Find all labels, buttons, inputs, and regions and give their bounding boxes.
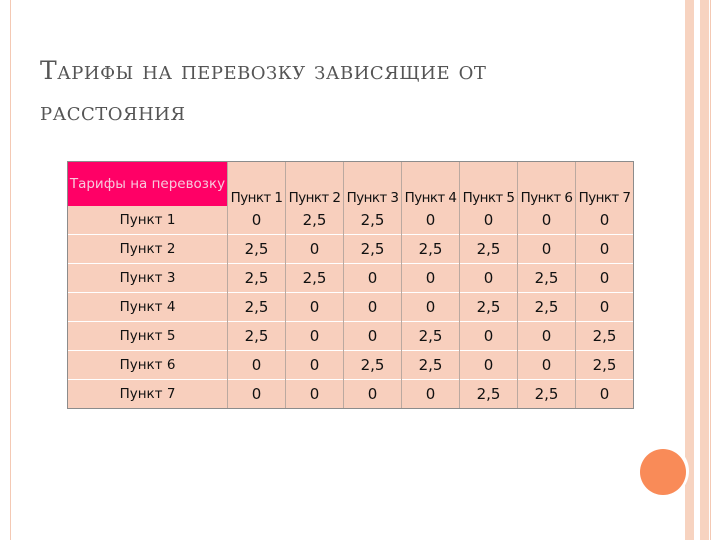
table-cell: 2,5 [228, 235, 286, 264]
table-cell: 0 [518, 235, 576, 264]
slide-title: Тарифы на перевозку зависящие от расстояния [40, 56, 487, 126]
table-cell: 2,5 [576, 322, 634, 351]
row-label: Пункт 4 [68, 293, 228, 322]
table-cell: 2,5 [576, 351, 634, 380]
table-row [68, 264, 633, 293]
column-header: Пункт 4 [402, 162, 460, 206]
table-cell: 2,5 [518, 264, 576, 293]
table-cell: 2,5 [344, 206, 402, 235]
table-cell: 0 [576, 235, 634, 264]
table-cell: 2,5 [344, 235, 402, 264]
table-cell: 0 [344, 380, 402, 409]
table-cell: 0 [344, 293, 402, 322]
table-cell: 0 [518, 351, 576, 380]
table-cell: 0 [518, 206, 576, 235]
table-cell: 0 [460, 351, 518, 380]
table-cell: 0 [344, 322, 402, 351]
column-header: Пункт 5 [460, 162, 518, 206]
accent-circle [640, 449, 686, 495]
table-cell: 2,5 [460, 235, 518, 264]
table-row [68, 293, 633, 322]
table-cell: 0 [228, 351, 286, 380]
table-row [68, 380, 633, 409]
table-cell: 2,5 [402, 235, 460, 264]
table-cell: 0 [286, 322, 344, 351]
column-header: Пункт 7 [576, 162, 634, 206]
table-cell: 2,5 [460, 293, 518, 322]
table-cell: 0 [402, 206, 460, 235]
table-cell: 0 [228, 206, 286, 235]
row-label: Пункт 6 [68, 351, 228, 380]
table-cell: 0 [344, 264, 402, 293]
frame-right-band-gap [694, 0, 700, 540]
table-cell: 2,5 [518, 293, 576, 322]
table-cell: 0 [460, 322, 518, 351]
column-header: Пункт 6 [518, 162, 576, 206]
table-cell: 2,5 [286, 206, 344, 235]
table-cell: 2,5 [460, 380, 518, 409]
table-row [68, 235, 633, 264]
table-corner-header: Тарифы на перевозку [68, 162, 228, 206]
table-row [68, 351, 633, 380]
table-cell: 0 [576, 380, 634, 409]
table-cell: 2,5 [402, 351, 460, 380]
table-header-row [68, 162, 633, 206]
table-cell: 2,5 [344, 351, 402, 380]
table-cell: 0 [576, 206, 634, 235]
table-cell: 2,5 [402, 322, 460, 351]
table-cell: 0 [228, 380, 286, 409]
table-row [68, 322, 633, 351]
frame-left-rule [10, 0, 11, 540]
table-cell: 0 [286, 293, 344, 322]
row-label: Пункт 2 [68, 235, 228, 264]
table-cell: 0 [402, 264, 460, 293]
table-cell: 0 [286, 380, 344, 409]
frame-right-rule [710, 0, 711, 540]
table-cell: 0 [286, 351, 344, 380]
row-label: Пункт 5 [68, 322, 228, 351]
table-row [68, 206, 633, 235]
column-header: Пункт 2 [286, 162, 344, 206]
table-cell: 0 [402, 293, 460, 322]
table-cell: 0 [402, 380, 460, 409]
table-cell: 2,5 [518, 380, 576, 409]
column-header: Пункт 1 [228, 162, 286, 206]
row-label: Пункт 1 [68, 206, 228, 235]
table-cell: 0 [576, 264, 634, 293]
table-cell: 2,5 [228, 264, 286, 293]
row-label: Пункт 3 [68, 264, 228, 293]
table-cell: 0 [460, 206, 518, 235]
column-header: Пункт 3 [344, 162, 402, 206]
table-cell: 2,5 [286, 264, 344, 293]
table-cell: 2,5 [228, 293, 286, 322]
table-cell: 0 [460, 264, 518, 293]
table-cell: 0 [576, 293, 634, 322]
row-label: Пункт 7 [68, 380, 228, 409]
table-cell: 2,5 [228, 322, 286, 351]
table-cell: 0 [518, 322, 576, 351]
tariff-table [68, 162, 633, 408]
table-cell: 0 [286, 235, 344, 264]
